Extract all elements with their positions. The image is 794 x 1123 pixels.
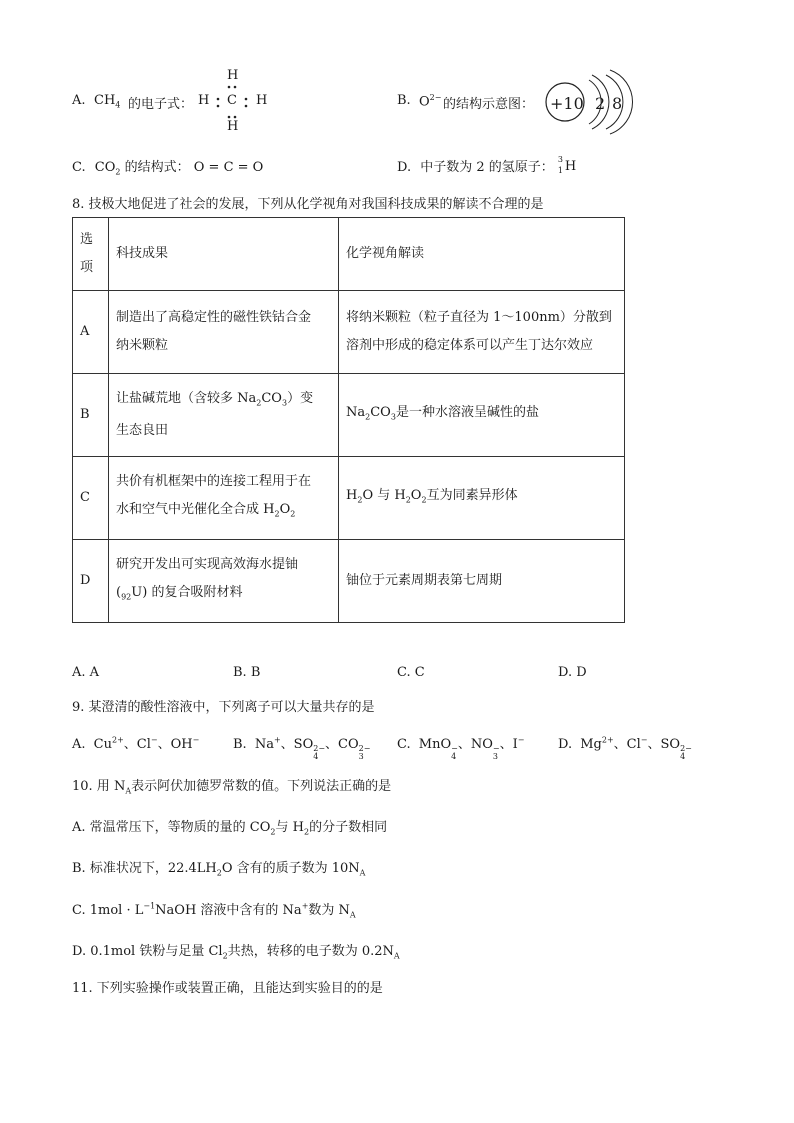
q10-option-c: C. $1mol \cdot L^{-1}NaOH$ 溶液中含有的 Na+数为 $N_A$ [72, 901, 356, 920]
center-c: C [227, 93, 237, 108]
table-row [73, 374, 625, 457]
hydrogen-isotope-symbol [557, 154, 584, 176]
atomic-number: 1 [557, 165, 564, 175]
row-interpretation: $Na_2CO_3$是一种水溶液呈碱性的盐 [339, 374, 625, 457]
q8-stem: 8. 技极大地促进了社会的发展，下列从化学视角对我国科技成果的解读不合理的是 [72, 197, 544, 212]
q7-a-formula: $CH_4$ [94, 93, 121, 110]
q7-c-label: C. [72, 160, 86, 175]
q7-a-label: A. [72, 93, 86, 108]
q9-option-b: B. Na+、SO 2− 4 、CO 2− 3 [233, 735, 371, 761]
q7-c-text: 的结构式： [124, 160, 190, 175]
q7-d-text: 中子数为 2 的氢原子： [420, 160, 554, 175]
nucleus-charge: +10 [550, 94, 584, 113]
row-interpretation: 将纳米颗粒（粒子直径为 1～100nm）分散到 溶剂中形成的稳定体系可以产生丁达尔效应 [339, 291, 625, 374]
q8-choice-b: B. B [233, 665, 261, 680]
q7-b-text: 的结构示意图： [443, 97, 535, 112]
q10-stem: 10. 用 $N_A$表示阿伏加德罗常数的值。下列说法正确的是 [72, 779, 392, 796]
header-option: 选 项 [73, 218, 109, 291]
q7-c-formula: $CO_2$ [94, 160, 121, 177]
q10-option-a: A. 常温常压下，等物质的量的 $CO_2$与 $H_2$的分子数相同 [72, 820, 388, 837]
q7-option-b [397, 66, 637, 138]
q9-option-a: A. $Cu^{2+}$、Cl−、OH− [72, 735, 200, 752]
q7-option-a [72, 68, 372, 138]
q8-choice-a: A. A [72, 665, 100, 680]
q8-table [72, 217, 625, 623]
q10-option-d: D. 0.1mol 铁粉与足量 $Cl_2$共热，转移的电子数为 $0.2N_A$ [72, 944, 400, 961]
row-option: D [73, 540, 109, 623]
right-h: H [256, 93, 268, 108]
bottom-h: H [227, 119, 239, 134]
table-header-row [73, 218, 625, 291]
table-row [73, 291, 625, 374]
left-h: H [198, 93, 210, 108]
row-interpretation: 铀位于元素周期表第七周期 [339, 540, 625, 623]
q9-stem: 9. 某澄清的酸性溶液中，下列离子可以大量共存的是 [72, 700, 375, 715]
q10-option-b: B. 标准状况下，$22.4LH_2O$ 含有的质子数为 $10N_A$ [72, 861, 366, 878]
table-row [73, 540, 625, 623]
table-row [73, 457, 625, 540]
q7-d-label: D. [397, 160, 412, 175]
row-achievement: 研究开发出可实现高效海水提铀 $(_{92}U)$ 的复合吸附材料 [109, 540, 339, 623]
row-option: B [73, 374, 109, 457]
top-h: H [227, 68, 239, 83]
q7-option-c [72, 156, 263, 177]
q9-option-d: D. $Mg^{2+}$、Cl−、SO 2− 4 [558, 735, 692, 761]
element-symbol: H [564, 158, 577, 174]
q8-choice-c: C. C [397, 665, 425, 680]
header-achievement: 科技成果 [109, 218, 339, 291]
row-achievement: 共价有机框架中的连接工程用于在 水和空气中光催化全合成 $H_2O_2$ [109, 457, 339, 540]
row-achievement: 制造出了高稳定性的磁性铁钴合金 纳米颗粒 [109, 291, 339, 374]
q7-a-text: 的电子式： [128, 97, 194, 112]
row-interpretation: $H_2O$ 与 $H_2O_2$互为同素异形体 [339, 457, 625, 540]
q9-option-c: C. MnO − 4 、NO − 3 、I− [397, 735, 525, 761]
ch4-electron-formula [198, 68, 278, 138]
header-interpretation: 化学视角解读 [339, 218, 625, 291]
q7-option-d [397, 156, 584, 176]
q7-b-ion: $O^{2-}$ [419, 93, 442, 110]
shell-1-electrons: 2 [595, 94, 606, 113]
row-option: A [73, 291, 109, 374]
q7-b-label: B. [397, 93, 411, 108]
q8-choice-d: D. D [558, 665, 587, 680]
row-option: C [73, 457, 109, 540]
row-achievement: 让盐碱荒地（含较多 $Na_2CO_3$）变 生态良田 [109, 374, 339, 457]
shell-2-electrons: 8 [612, 94, 623, 113]
q11-stem: 11. 下列实验操作或装置正确，且能达到实验目的的是 [72, 981, 383, 996]
co2-structural-formula: O = C = O [193, 160, 264, 175]
mass-number: 3 [557, 154, 564, 164]
electron-pair-dots [198, 68, 278, 138]
